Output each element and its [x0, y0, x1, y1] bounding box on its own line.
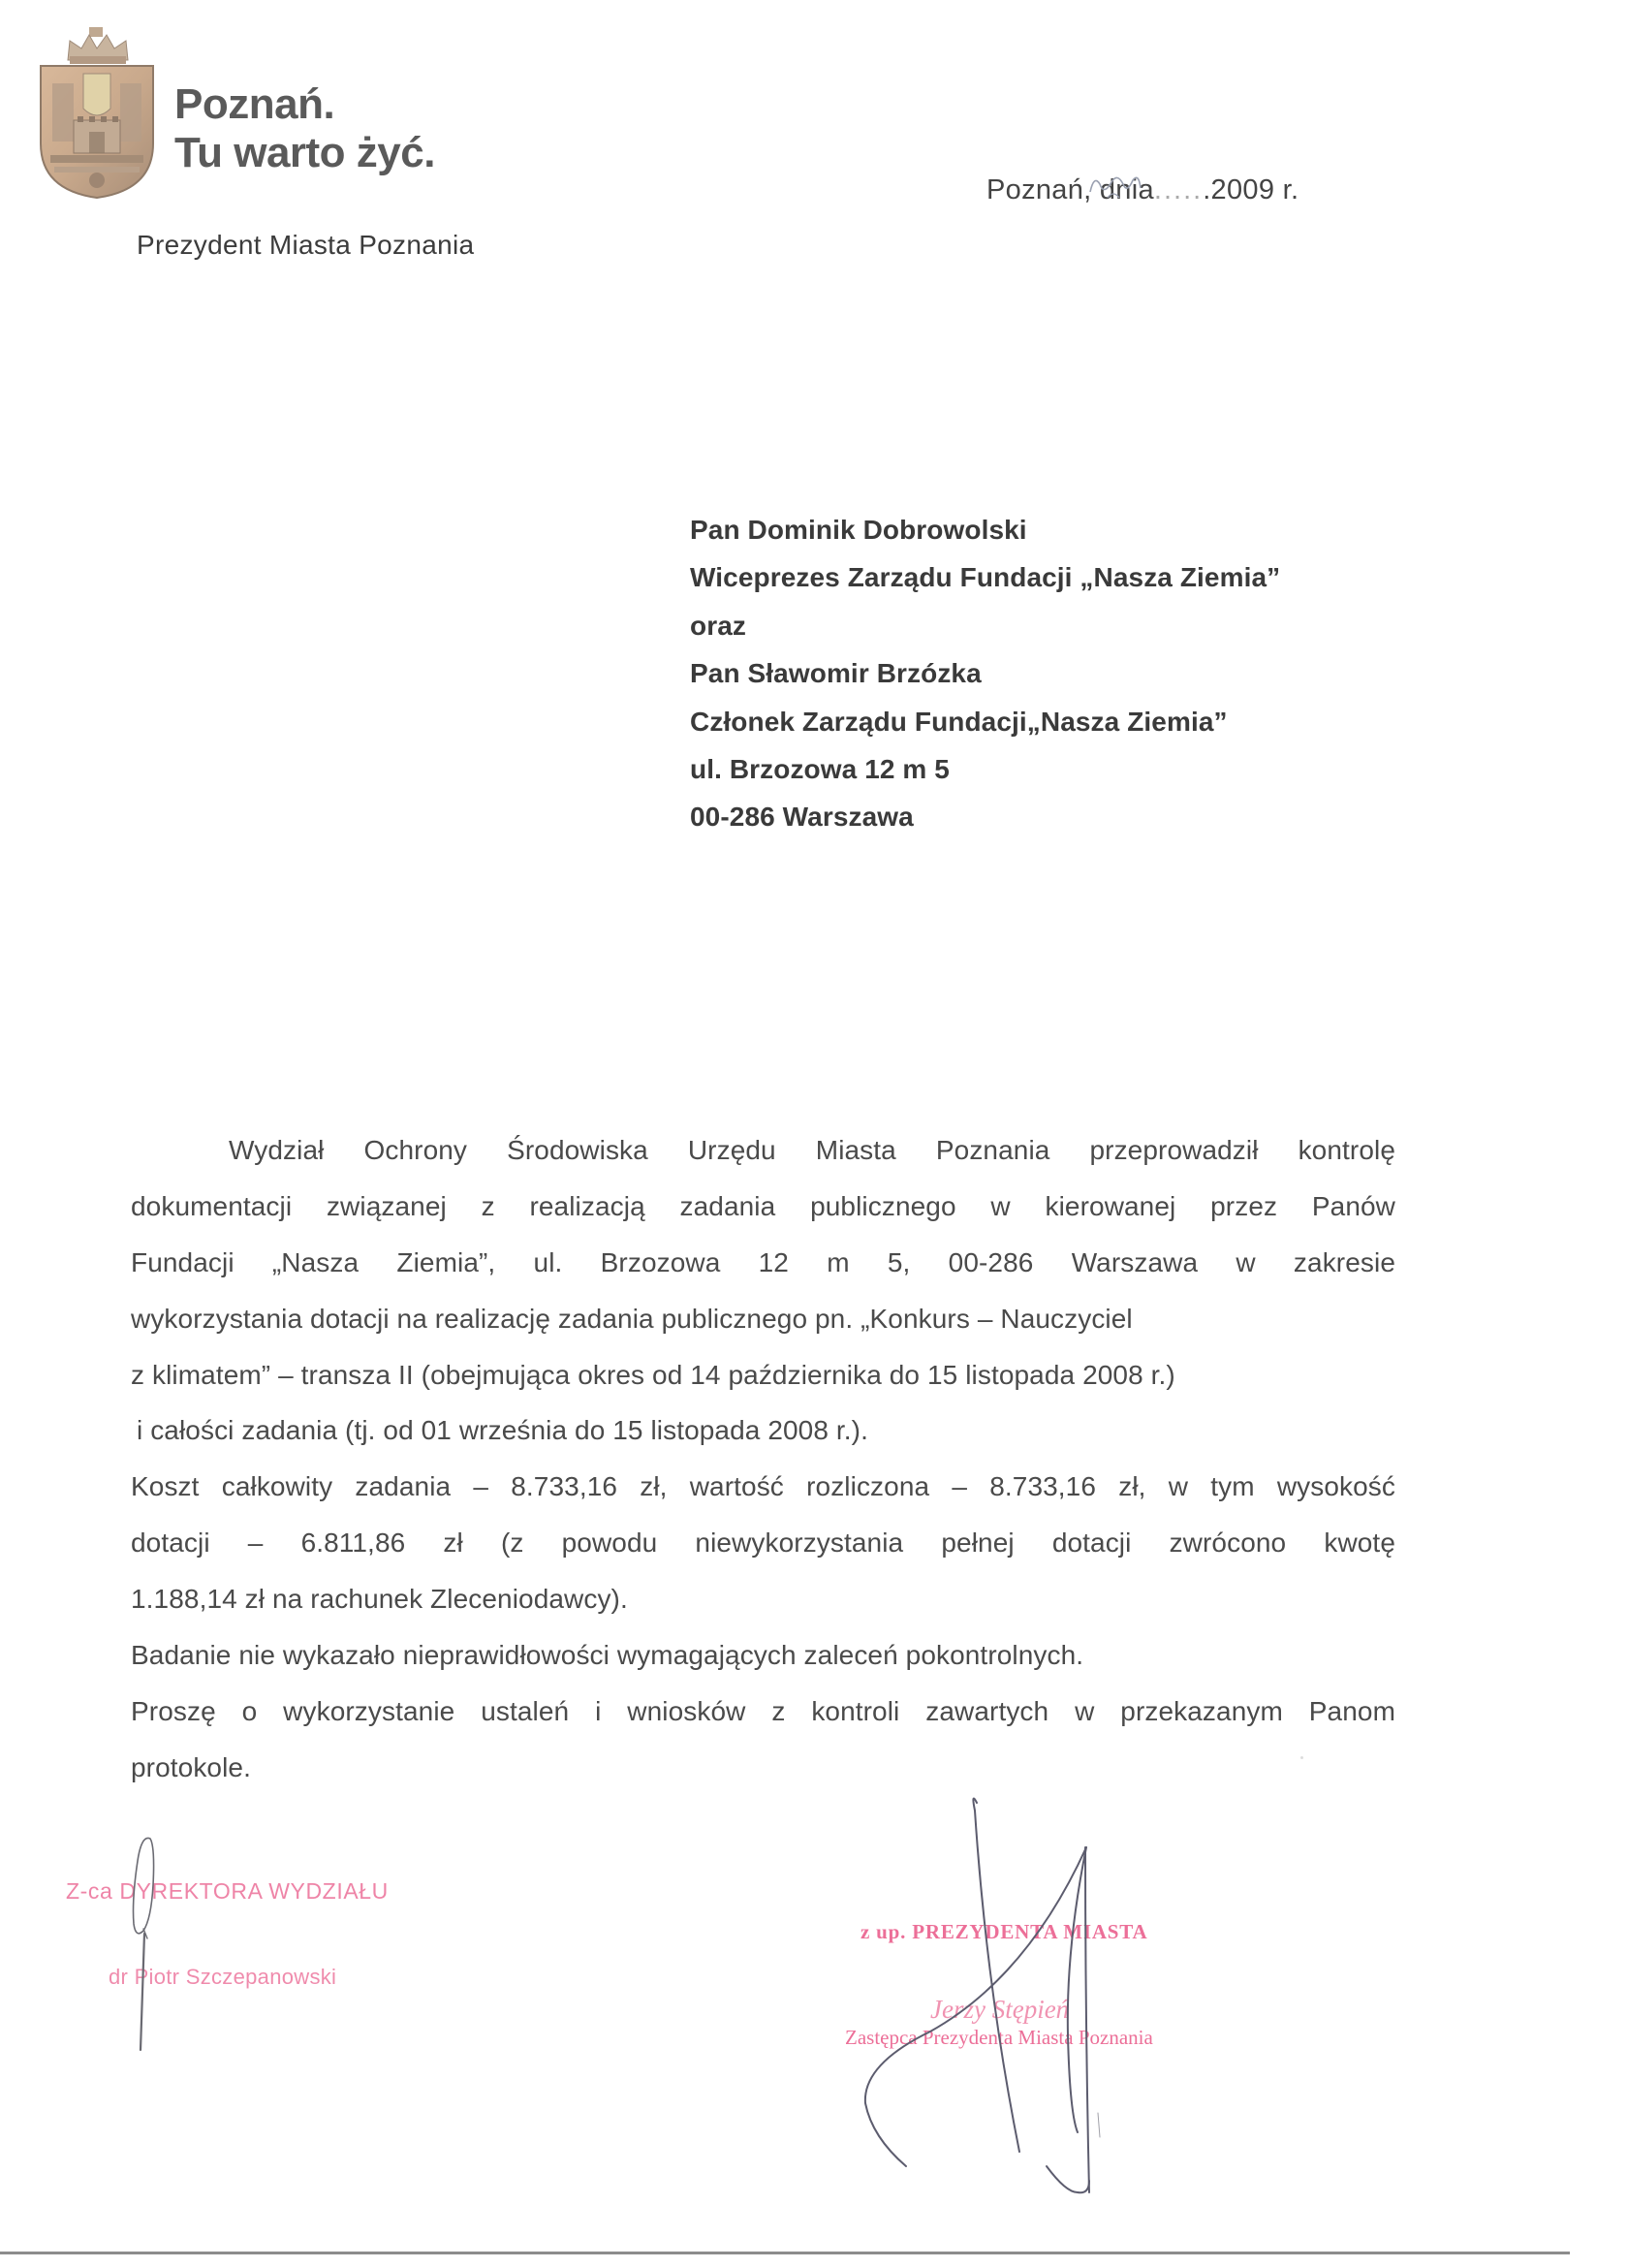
right-stamp-name: Jerzy Stępień [930, 1995, 1070, 2024]
right-stamp-role: Zastępca Prezydenta Miasta Poznania [845, 2026, 1153, 2049]
body-line: Badanie nie wykazało nieprawidłowości wymagających zaleceń pokontrolnych. [131, 1640, 1084, 1671]
body-line: 1.188,14 zł na rachunek Zleceniodawcy). [131, 1584, 628, 1615]
body-line: protokole. [131, 1751, 251, 1782]
slogan-line-1: Poznań. [174, 80, 335, 128]
addressee-title-2: Członek Zarządu Fundacji„Nasza Ziemia” [690, 706, 1228, 737]
body-line: Fundacji „Nasza Ziemia”, ul. Brzozowa 12 m 5, 00-286 Warszawa w zakresie [131, 1246, 1395, 1277]
addressee-block [690, 514, 1280, 849]
addressee-conjunction: oraz [690, 610, 746, 641]
body-line: Koszt całkowity zadania – 8.733,16 zł, wartość rozliczona – 8.733,16 zł, w tym wysokość [131, 1471, 1395, 1502]
slogan-line-2: Tu warto żyć. [174, 129, 435, 176]
body-line: z klimatem” – transza II (obejmująca okres od 14 października do 15 listopada 2008 r.) [131, 1359, 1175, 1390]
body-line: dotacji – 6.811,86 zł (z powodu niewykorzystania pełnej dotacji zwrócono kwotę [131, 1528, 1395, 1559]
letter-body [131, 1122, 1395, 1796]
body-line: Wydział Ochrony Środowiska Urzędu Miasta Poznania przeprowadził kontrolę [229, 1135, 1395, 1165]
left-signature-icon [134, 1838, 154, 2050]
addressee-street: ul. Brzozowa 12 m 5 [690, 753, 950, 784]
bottom-rule [0, 2252, 1570, 2254]
scan-speck [1300, 1756, 1303, 1759]
poznan-coat-of-arms-icon [31, 27, 163, 202]
body-line: Proszę o wykorzystanie ustaleń i wniosków z kontroli zawartych w przekazanym Panom [131, 1695, 1395, 1726]
body-line: wykorzystania dotacji na realizację zadania publicznego pn. „Konkurs – Nauczyciel [131, 1303, 1133, 1334]
date-blank: ..... [1153, 174, 1204, 205]
left-stamp-title: Z-ca DYREKTORA WYDZIAŁU [66, 1878, 389, 1904]
addressee-name-2: Pan Sławomir Brzózka [690, 658, 982, 689]
addressee-name-1: Pan Dominik Dobrowolski [690, 515, 1027, 545]
date-prefix: Poznań, dnia [986, 174, 1154, 205]
body-line: i całości zadania (tj. od 01 września do 15 listopada 2008 r.). [137, 1415, 868, 1446]
body-line: dokumentacji związanej z realizacją zadania publicznego w kierowanej przez Panów [131, 1190, 1395, 1221]
date-suffix: .2009 r. [1203, 174, 1299, 205]
addressee-city: 00-286 Warszawa [690, 802, 914, 833]
addressee-title-1: Wiceprezes Zarządu Fundacji „Nasza Ziemia” [690, 562, 1281, 593]
left-stamp-name: dr Piotr Szczepanowski [109, 1965, 337, 1989]
right-stamp-title: z up. PREZYDENTA MIASTA [860, 1920, 1148, 1943]
handwritten-date [1084, 171, 1146, 205]
issuing-office: Prezydent Miasta Poznania [137, 230, 475, 260]
